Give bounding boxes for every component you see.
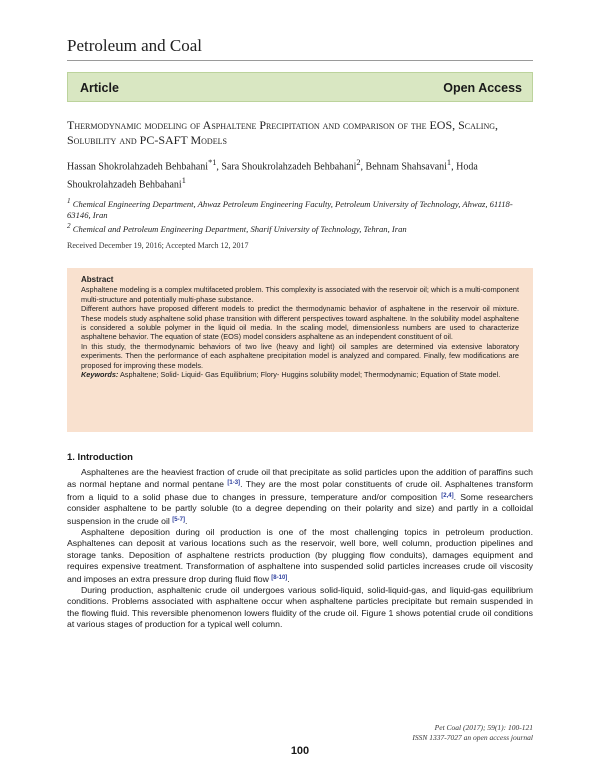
author-name: Sara Shoukrolahzadeh Behbahani [221,161,357,173]
author-name: Hoda Shoukrolahzadeh Behbahani [67,161,478,191]
author-affil-mark: 1 [446,158,452,167]
open-access-label: Open Access [443,81,522,95]
citation-link[interactable]: [1-3] [227,480,241,487]
body-text-run: . They are the most polar constituents of crude oil. Asphaltenes transform from a liquid to a solid phase due to changes in pressure, temperature and/or composition [67,479,533,502]
citation-link[interactable]: [5-7] [172,516,185,523]
citation-link[interactable]: [2,4] [441,492,454,499]
body-text-run: . Some researchers consider asphaltene to be partly soluble (to a degree depending on their polarity and size) and partly in a colloidal suspension in the crude oil [67,491,533,526]
author-name: Hassan Shokrolahzadeh Behbahani [67,161,209,173]
keywords-label: Keywords: [81,370,119,380]
abstract-paragraph: Asphaltene modeling is a complex multifaceted problem. This complexity is associated with the reservoir oil; which is a multi-component multi-structure and potentially multi-phase substance. [81,285,519,304]
affiliation-2 [67,221,533,235]
section-heading: 1. Introduction [67,452,133,463]
abstract-heading: Abstract [81,275,114,284]
affiliation-1 [67,196,533,221]
body-text-run: Asphaltenes are the heaviest fraction of crude oil that precipitate as solid particles upon the addition of paraffins such as normal heptane and normal pentane [67,467,533,490]
body-text-run: Asphaltene deposition during oil production is one of the most challenging topics in petroleum production. Asphaltenes can deposit at various locations such as the reservoir, well bore, well column, production pipelines and storage tanks. Deposition of asphaltene restricts production (by plugging flow conduits), damages equipment and requires expensive treatment. Transformation of asphaltene into suspended solid particles increases crude oil viscosity and imposes an extra pressure drop during fluid flow [67,527,533,584]
abstract-paragraph: In this study, the thermodynamic behaviors of two live (heavy and light) oil samples are determined via extensive laboratory experiments. Then the performance of each asphaltene precipitation model is analyzed and compared. Finally, few modifications are proposed for improving these models. [81,341,519,370]
abstract-box [67,268,533,432]
affiliation-mark: 2 [67,221,71,230]
affiliation-text: Chemical and Petroleum Engineering Department, Sharif University of Technology, Tehran, Iran [72,223,407,234]
body-paragraph [67,467,533,527]
body-text-run: . [184,515,188,526]
keywords-text: Asphaltene; Solid- Liquid- Gas Equilibrium; Flory- Huggins solubility model; Thermodynamic; Equation of State model. [119,370,501,380]
article-banner [67,72,533,102]
article-type-label: Article [80,81,119,95]
body-text [67,467,533,631]
author-name: Behnam Shahsavani [365,161,447,173]
author-affil-mark: *1 [208,158,217,167]
author-affil-mark: 2 [356,158,361,167]
footer-journal-ref: Pet Coal (2017); 59(1): 100-121 [434,723,533,732]
page-number: 100 [290,745,310,757]
author-separator: , [216,161,222,173]
footer-issn: ISSN 1337-7027 an open access journal [412,732,533,742]
paper-title: Thermodynamic modeling of Asphaltene Precipitation and comparison of the EOS, Scaling, Solubility and PC-SAFT Models [67,118,499,147]
author-separator: , [360,161,366,173]
author-affil-mark: 1 [181,176,186,186]
body-text-run: . [287,573,290,584]
journal-title: Petroleum and Coal [67,36,203,55]
author-list [67,156,533,193]
received-date: Received December 19, 2016; Accepted March 12, 2017 [67,241,249,250]
citation-link[interactable]: [8-10] [271,574,288,581]
body-paragraph [67,527,533,585]
abstract-paragraph: Different authors have proposed different models to predict the thermodynamic behavior of asphaltene in the reservoir oil mixture. These models study asphaltene solid phase transition with different perspectives toward asphaltene. In the solubility model asphaltene is considered a soluble polymer in the liquid oil media. In the scaling model, dimensionless numbers are used to characterize asphaltene behavior. The equation of state (EOS) model considers asphaltene as an independent constituent of oil. [81,304,519,342]
author-separator: , [451,161,457,173]
affiliations [67,196,533,235]
affiliation-mark: 1 [67,197,71,205]
body-paragraph: During production, asphaltenic crude oil undergoes various solid-liquid, solid-liquid-gas, and liquid-gas equilibrium conditions. Problems associated with asphaltene occur when asphaltene particles precipitate but remain suspended in the flowing fluid. This reversible phenomenon lowers fluidity of the crude oil. Figure 1 shows potential crude oil conditions at various stages of production for a typical well column. [67,585,533,630]
keywords [81,370,519,379]
affiliation-text: Chemical Engineering Department, Ahwaz Petroleum Engineering Faculty, Petroleum University of Technology, Ahwaz, 61118-63146, Iran [67,198,513,220]
header-divider [67,60,533,61]
footer-citation [412,723,533,742]
